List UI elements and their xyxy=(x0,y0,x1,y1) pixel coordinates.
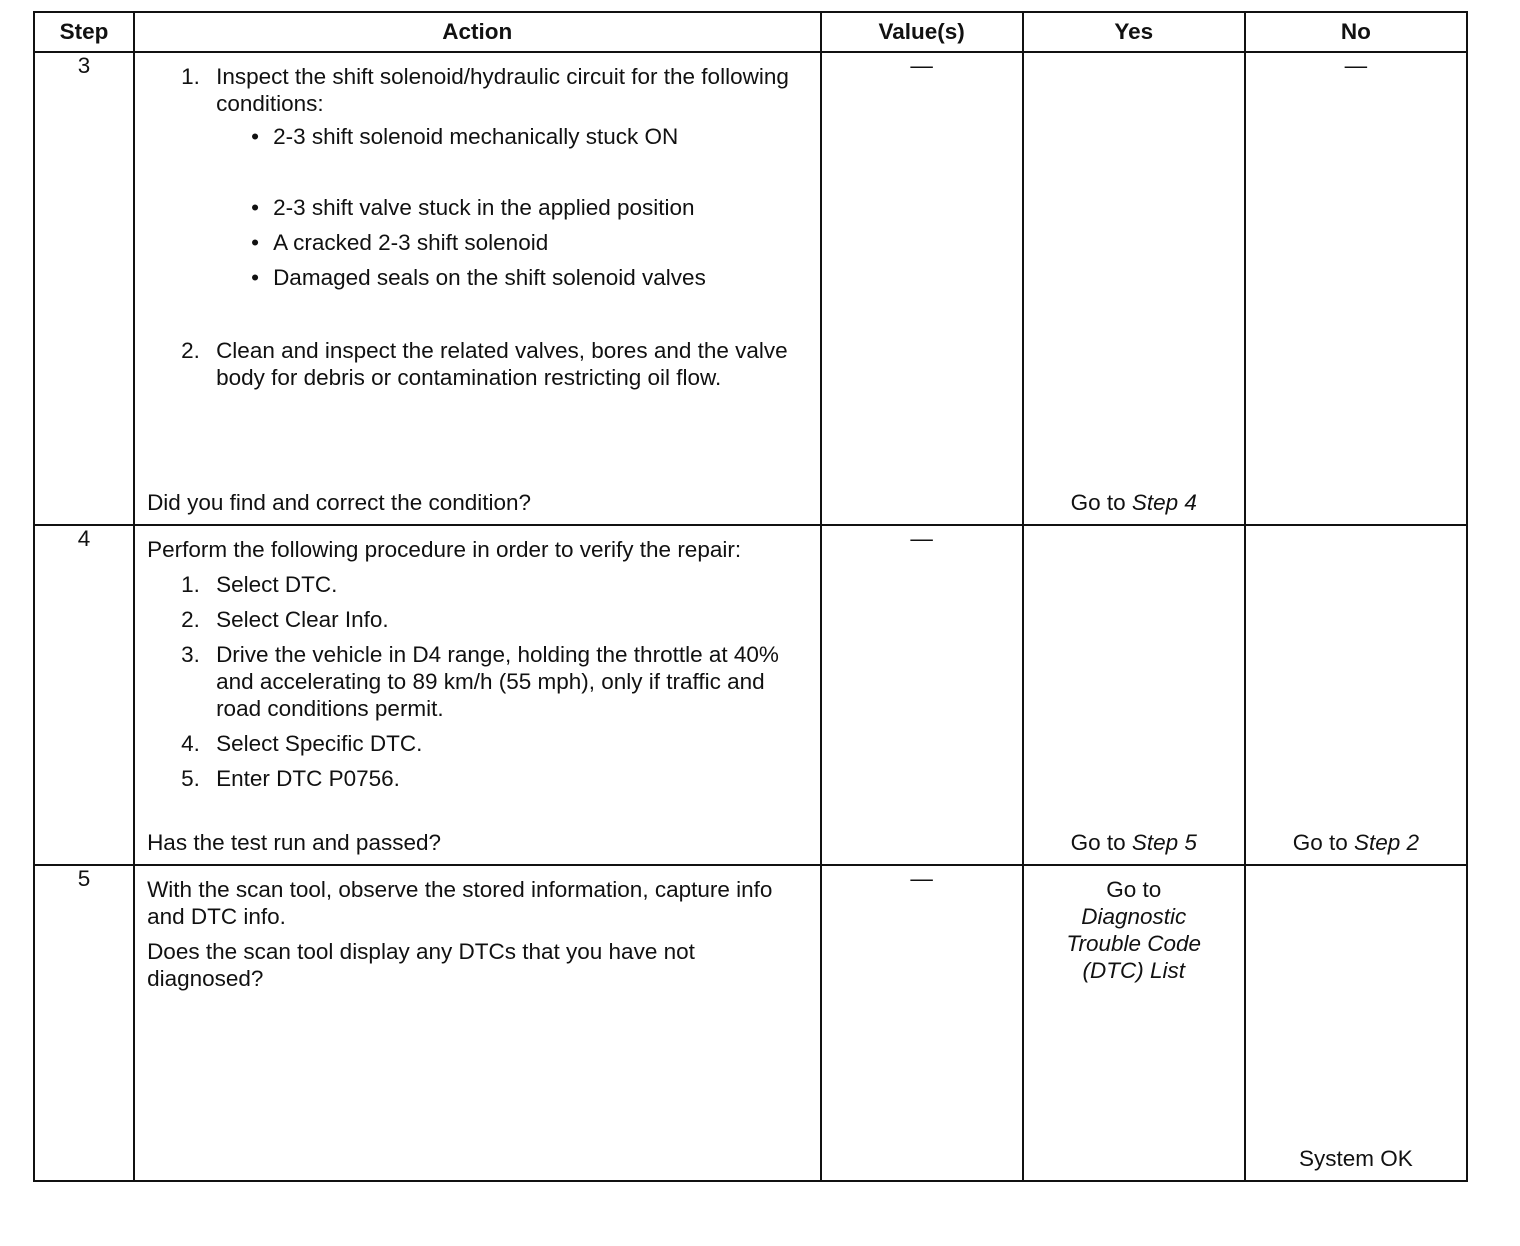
yes-link[interactable]: Go to Diagnostic Trouble Code (DTC) List xyxy=(1066,877,1202,983)
diagnostic-table xyxy=(33,11,1468,1182)
yes-cell xyxy=(1023,52,1245,525)
yes-link[interactable]: Go to Step 5 xyxy=(1070,830,1197,855)
no-cell xyxy=(1245,525,1467,865)
table-row-step-5 xyxy=(34,865,1467,1181)
table-row-step-4 xyxy=(34,525,1467,865)
no-result: System OK xyxy=(1299,1146,1413,1171)
list-item: 1. Select DTC. xyxy=(181,571,807,598)
no-link[interactable]: Go to Step 2 xyxy=(1292,830,1420,855)
list-item: 1. Inspect the shift solenoid/hydraulic circuit for the following conditions: • 2-3 shift solenoid mechanically stuck ON • 2-3 shift valve stuck in the applied position • A cracked 2-3 shift solenoid • Damaged seals on the shift solenoid valves xyxy=(181,63,807,291)
step-number: 3 xyxy=(34,52,134,525)
question-text: Does the scan tool display any DTCs that you have not diagnosed? xyxy=(147,939,695,991)
value-cell: — xyxy=(821,865,1023,1181)
list-item: 4. Select Specific DTC. xyxy=(181,730,807,757)
header-yes: Yes xyxy=(1023,12,1245,52)
header-action: Action xyxy=(134,12,820,52)
yes-cell xyxy=(1023,865,1245,1181)
header-values: Value(s) xyxy=(821,12,1023,52)
question-text: Did you find and correct the condition? xyxy=(147,490,532,515)
header-row xyxy=(34,12,1467,52)
step-number: 4 xyxy=(34,525,134,865)
yes-link[interactable]: Go to Step 4 xyxy=(1070,490,1197,515)
list-item: 3. Drive the vehicle in D4 range, holding the throttle at 40% and accelerating to 89 km/h (55 mph), only if traffic and road conditions permit. xyxy=(181,641,807,722)
header-no: No xyxy=(1245,12,1467,52)
bullet-item: • 2-3 shift solenoid mechanically stuck ON xyxy=(251,123,807,150)
action-cell xyxy=(134,52,820,525)
bullet-item: • 2-3 shift valve stuck in the applied position xyxy=(251,194,807,221)
bullet-item: • Damaged seals on the shift solenoid valves xyxy=(251,264,807,291)
list-item: 2. Clean and inspect the related valves, bores and the valve body for debris or contamination restricting oil flow. xyxy=(181,337,807,391)
question-text: Has the test run and passed? xyxy=(147,830,442,855)
bullet-item: • A cracked 2-3 shift solenoid xyxy=(251,229,807,256)
intro-text: Perform the following procedure in order to verify the repair: xyxy=(147,537,742,562)
value-cell: — xyxy=(821,52,1023,525)
header-step: Step xyxy=(34,12,134,52)
step-number: 5 xyxy=(34,865,134,1181)
action-cell xyxy=(134,525,820,865)
action-text: With the scan tool, observe the stored information, capture info and DTC info. xyxy=(147,877,773,929)
no-cell: — xyxy=(1245,52,1467,525)
yes-cell xyxy=(1023,525,1245,865)
list-item: 2. Select Clear Info. xyxy=(181,606,807,633)
table-row-step-3 xyxy=(34,52,1467,525)
no-cell xyxy=(1245,865,1467,1181)
action-cell xyxy=(134,865,820,1181)
value-cell: — xyxy=(821,525,1023,865)
list-item: 5. Enter DTC P0756. xyxy=(181,765,807,792)
